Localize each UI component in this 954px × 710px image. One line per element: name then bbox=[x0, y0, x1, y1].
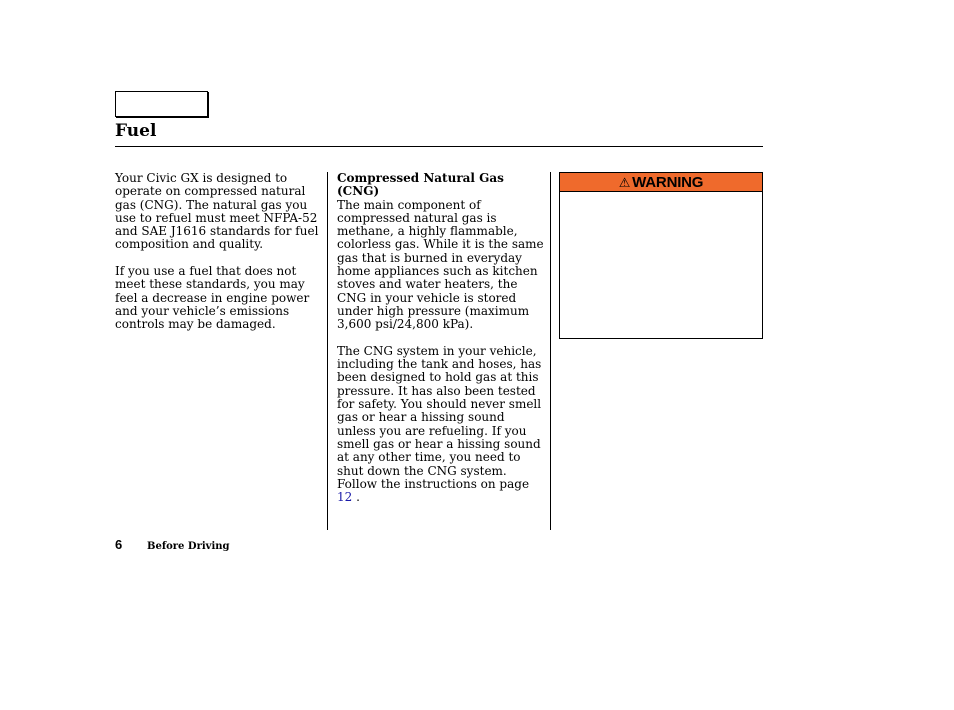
warning-label: WARNING bbox=[632, 173, 704, 191]
paragraph-cng-system bbox=[337, 345, 547, 505]
title-rule bbox=[115, 146, 763, 147]
column-1 bbox=[115, 172, 320, 345]
paragraph-cng-methane: The main component of compressed natural gas is methane, a highly flammable, colorless gas. While it is the same gas that is burned in everyday home appliances such as kitchen stoves and water heaters, the CNG in your vehicle is stored under high pressure (maximum 3,600 psi/24,800 kPa). bbox=[337, 197, 544, 332]
paragraph-fuel-standards: If you use a fuel that does not meet these standards, you may feel a decrease in engine power and your vehicle’s emissions controls may be damaged. bbox=[115, 264, 310, 332]
page-number: 6 bbox=[115, 537, 123, 552]
paragraph-cng-design: Your Civic GX is designed to operate on compressed natural gas (CNG). The natural gas you use to refuel must meet NFPA-52 and SAE J1616 standards for fuel composition and quality. bbox=[115, 171, 319, 252]
warning-box bbox=[559, 172, 763, 339]
section-name: Before Driving bbox=[147, 541, 230, 552]
warning-triangle-icon: ⚠ bbox=[618, 174, 631, 190]
paragraph-cng-system-text: The CNG system in your vehicle, including the tank and hoses, has been designed to hold gas at this pressure. It has also been tested for safety. You should never smell gas or hear a hissing sound unless you are refueling. If you smell gas or hear a hissing sound at any other time, you need to shut down the CNG system. Follow the instructions on page bbox=[337, 343, 542, 491]
column-divider-2 bbox=[550, 172, 551, 530]
column-divider-1 bbox=[327, 172, 328, 530]
section-tab-box bbox=[115, 91, 208, 117]
cng-heading: Compressed Natural Gas (CNG) bbox=[337, 171, 504, 199]
page-title: Fuel bbox=[115, 121, 157, 141]
column-2 bbox=[337, 172, 547, 518]
paragraph-cng-system-end: . bbox=[352, 490, 360, 505]
page-12-link[interactable]: 12 bbox=[337, 490, 353, 505]
warning-header bbox=[560, 173, 762, 192]
